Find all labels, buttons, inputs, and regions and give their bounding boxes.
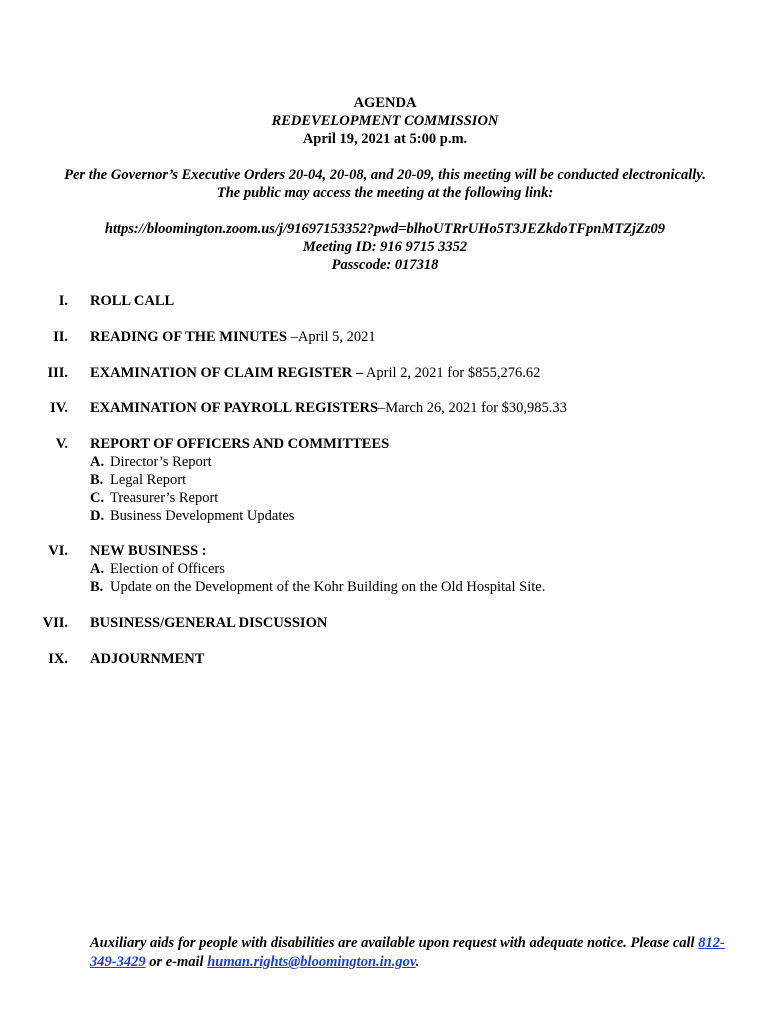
item-detail: –March 26, 2021 for $30,985.33 [378, 400, 567, 416]
item-detail: April 2, 2021 for $855,276.62 [363, 365, 541, 381]
list-item: A. Election of Officers [90, 561, 225, 577]
list-item: C. Treasurer’s Report [90, 490, 219, 506]
item-number: IX. [48, 651, 68, 667]
agenda-header [0, 94, 770, 148]
item-number: V. [55, 436, 68, 452]
list-item: D. Business Development Updates [90, 508, 295, 524]
item-title: BUSINESS/GENERAL DISCUSSION [90, 615, 328, 631]
meeting-id: Meeting ID: 916 9715 3352 [302, 239, 468, 255]
item-title: EXAMINATION OF PAYROLL REGISTERS [90, 400, 379, 416]
list-item: B. Legal Report [90, 472, 187, 488]
item-number: VII. [42, 615, 68, 631]
meeting-access-info [0, 220, 770, 274]
commission-name: REDEVELOPMENT COMMISSION [271, 113, 499, 129]
item-title: REPORT OF OFFICERS AND COMMITTEES [90, 436, 390, 452]
notice-line-2: The public may access the meeting at the following link: [216, 185, 554, 201]
email-link[interactable]: human.rights@bloomington.in.gov [207, 954, 416, 970]
item-number: II. [53, 329, 68, 345]
accessibility-notice: Auxiliary aids for people with disabilities are available upon request with adequate notice. Please call 812-349-3429 or e-mail human.rights@bloomington.in.gov. [90, 935, 725, 970]
item-number: I. [58, 293, 68, 309]
item-title: EXAMINATION OF CLAIM REGISTER – [90, 365, 364, 381]
item-number: IV. [50, 400, 68, 416]
list-item: A. Director’s Report [90, 454, 212, 470]
electronic-meeting-notice [0, 166, 770, 202]
item-number: VI. [48, 543, 68, 559]
report-sub-list [90, 453, 294, 525]
meeting-date: April 19, 2021 at 5:00 p.m. [302, 131, 468, 147]
item-detail: –April 5, 2021 [287, 329, 376, 345]
item-title: READING OF THE MINUTES [90, 329, 287, 345]
notice-line-1: Per the Governor’s Executive Orders 20-04, 20-08, and 20-09, this meeting will be conducted electronically. [64, 167, 706, 183]
new-business-sub-list [90, 560, 545, 596]
agenda-title: AGENDA [353, 95, 417, 111]
zoom-link[interactable]: https://bloomington.zoom.us/j/91697153352?pwd=blhoUTRrUHo5T3JEZkdoTFpnMTZjZz09 [104, 221, 666, 237]
phone-link[interactable]: 812-349-3429 [90, 935, 725, 970]
item-title: ADJOURNMENT [90, 651, 205, 667]
item-title: NEW BUSINESS : [90, 543, 207, 559]
item-number: III. [47, 365, 68, 381]
passcode: Passcode: 017318 [331, 257, 439, 273]
item-title: ROLL CALL [90, 293, 175, 309]
list-item: B. Update on the Development of the Kohr Building on the Old Hospital Site. [90, 579, 546, 595]
